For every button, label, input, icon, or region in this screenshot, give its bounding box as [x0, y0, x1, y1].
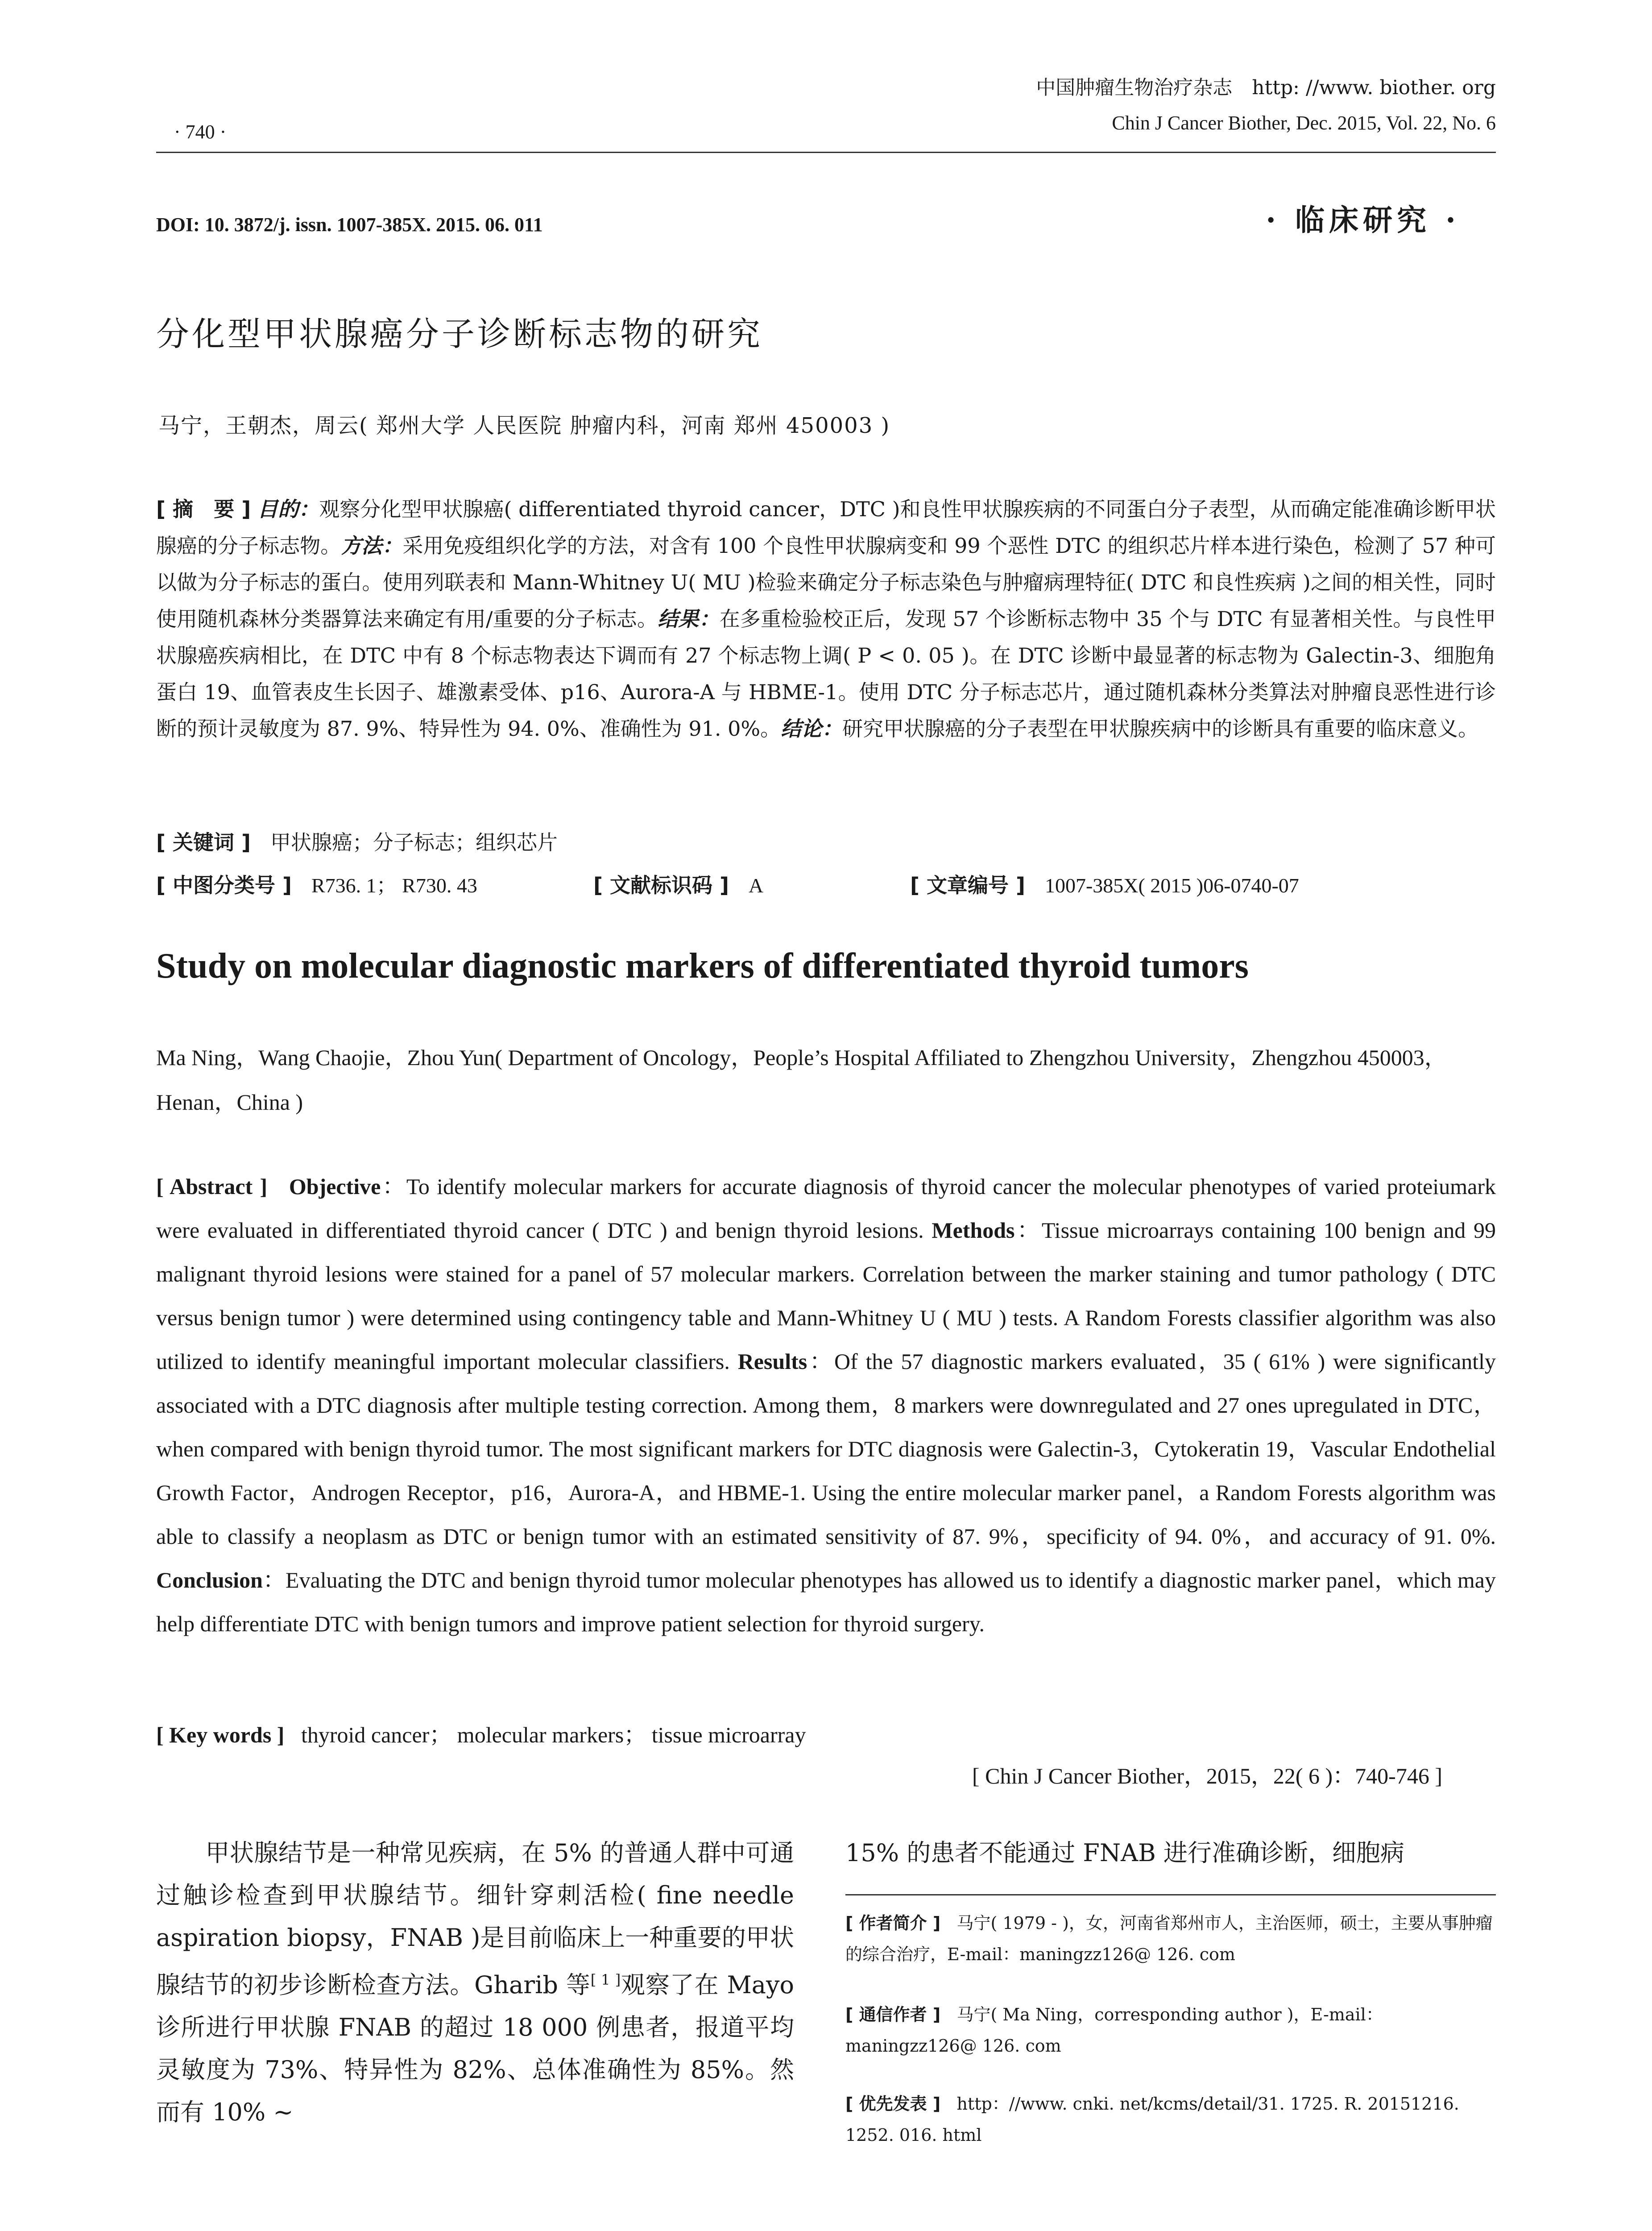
footnote-corresponding — [845, 1999, 1497, 2061]
section-label: · 临床研究 · — [1266, 203, 1460, 237]
methods-cn: 采用免疫组织化学的方法，对含有 100 个良性甲状腺病变和 99 个恶性 DTC 的组织芯片样本进行染色，检测了 57 种可以做为分子标志的蛋白。使用列联表和 Mann-Whitney U( MU )检验来确定分子标志染色与肿瘤病理特征( DTC 和良性疾病 )之间的相关性，同时使用随机森林分类器算法来确定有用/重要的分子标志。 — [156, 534, 1496, 631]
abstract-en-label: [ Abstract ] — [156, 1174, 268, 1199]
results-tag-en: Results — [737, 1349, 807, 1374]
methods-en: ：Tissue microarrays containing 100 benign and 99 malignant thyroid lesions were stained for a panel of 57 molecular markers. Correlation between the marker staining and tumor pathology ( DTC versus benign tumor ) were determined using contingency table and Mann-Whitney U ( MU ) tests. A Random Forests classifier algorithm was also utilized to identify meaningful important molecular classifiers. — [156, 1218, 1496, 1374]
title-cn: 分化型甲状腺癌分子诊断标志物的研究 — [156, 315, 763, 353]
clc-value: R736. 1； R730. 43 — [311, 874, 477, 897]
footnote-rule — [845, 1894, 1496, 1895]
methods-tag-cn: 方法： — [341, 534, 403, 558]
body-text-b: 观察了在 Mayo 诊所进行甲状腺 FNAB 的超过 18 000 例患者，报道平均灵敏度为 73%、特异性为 82%、总体准确性为 85%。然而有 10% ~ — [156, 1971, 795, 2126]
footnote-author-label: [ 作者简介 ] — [845, 1913, 941, 1933]
results-tag-cn: 结果： — [658, 607, 720, 631]
footnote-pub-link[interactable]: http：//www. cnki. net/kcms/detail/31. 1725. R. 20151216. 1252. 016. html — [845, 2094, 1459, 2145]
results-cn: 在多重检验校正后，发现 57 个诊断标志物中 35 个与 DTC 有显著相关性。与良性甲状腺癌疾病相比，在 DTC 中有 8 个标志物表达下调而有 27 个标志物上调( P < 0. 05 )。在 DTC 诊断中最显著的标志物为 Galectin-3、细胞角蛋白 19、血管表皮生长因子、雄激素受体、p16、Aurora-A 与 HBME-1。使用 DTC 分子标志芯片，通过随机森林分类算法对肿瘤良恶性进行诊断的预计灵敏度为 87. 9%、特异性为 94. 0%、准确性为 91. 0%。 — [156, 607, 1496, 741]
methods-tag-en: Methods — [932, 1218, 1015, 1243]
body-column-right: 15% 的患者不能通过 FNAB 进行准确诊断，细胞病 — [845, 1839, 1404, 1867]
keywords-cn-value: 甲状腺癌；分子标志；组织芯片 — [270, 830, 558, 854]
footnote-pub-label: [ 优先发表 ] — [845, 2094, 941, 2114]
conclusion-en: ：Evaluating the DTC and benign thyroid tumor molecular phenotypes has allowed us to identify a diagnostic marker panel，which may help differentiate DTC with benign tumors and improve patient selection for thyroid surgery. — [156, 1568, 1496, 1636]
doi: DOI: 10. 3872/j. issn. 1007-385X. 2015. 06. 011 — [156, 214, 543, 236]
footnote-author — [845, 1908, 1497, 1970]
journal-name-en: Chin J Cancer Biother, Dec. 2015, Vol. 22, No. 6 — [1112, 112, 1496, 134]
conclusion-tag-cn: 结论： — [781, 717, 843, 741]
page-number: · 740 · — [174, 121, 227, 143]
clc-label: [ 中图分类号 ] — [156, 873, 292, 897]
keywords-en-label: [ Key words ] — [156, 1722, 285, 1747]
reference-link[interactable]: [ 1 ] — [590, 1971, 621, 1988]
doc-code-label: [ 文献标识码 ] — [593, 873, 729, 897]
title-en: Study on molecular diagnostic markers of differentiated thyroid tumors — [156, 946, 1249, 986]
footnote-corr-text: 马宁( Ma Ning，corresponding author )，E-mail：maningzz126@ 126. com — [845, 2005, 1383, 2056]
authors-en: Ma Ning，Wang Chaojie，Zhou Yun( Department of Oncology，People’s Hospital Affiliated to Zhengzhou University，Zhengzhou 450003，Henan，China ) — [156, 1045, 1447, 1115]
keywords-en-value: thyroid cancer； molecular markers； tissue microarray — [301, 1722, 806, 1747]
body-column-left — [156, 1832, 794, 2133]
abstract-cn — [156, 491, 1496, 747]
results-en: ：Of the 57 diagnostic markers evaluated，35 ( 61% ) were significantly associated with a DTC diagnosis after multiple testing correction. Among them，8 markers were downregulated and 27 ones upregulated in DTC，when compared with benign thyroid tumor. The most significant markers for DTC diagnosis were Galectin-3，Cytokeratin 19，Vascular Endothelial Growth Factor，Androgen Receptor，p16，Aurora-A，and HBME-1. Using the entire molecular marker panel，a Random Forests algorithm was able to classify a neoplasm as DTC or benign tumor with an estimated sensitivity of 87. 9%，specificity of 94. 0%，and accuracy of 91. 0%. — [156, 1349, 1496, 1549]
article-number-label: [ 文章编号 ] — [910, 873, 1026, 897]
objective-cn: 观察分化型甲状腺癌( differentiated thyroid cancer，DTC )和良性甲状腺疾病的不同蛋白分子表型，从而确定能准确诊断甲状腺癌的分子标志物。 — [156, 497, 1496, 558]
objective-tag-cn: 目的： — [257, 497, 319, 521]
body-text-a: 甲状腺结节是一种常见疾病，在 5% 的普通人群中可通过触诊检查到甲状腺结节。细针穿刺活检( fine needle aspiration biopsy，FNAB )是目前临床上一种重要的甲状腺结节的初步诊断检查方法。Gharib 等 — [156, 1839, 794, 1999]
article-number-value: 1007-385X( 2015 )06-0740-07 — [1044, 874, 1299, 897]
abstract-cn-label: [ 摘 要 ] — [156, 497, 251, 521]
header-rule — [156, 152, 1496, 153]
objective-en: ：To identify molecular markers for accurate diagnosis of thyroid cancer the molecular phenotypes of varied proteiumark were evaluated in differentiated thyroid cancer ( DTC ) and benign thyroid lesions. — [156, 1174, 1496, 1243]
footnote-corr-label: [ 通信作者 ] — [845, 2005, 941, 2024]
footnote-author-text: 马宁( 1979 - )，女，河南省郑州市人，主治医师，硕士，主要从事肿瘤的综合治疗，E-mail：maningzz126@ 126. com — [845, 1913, 1493, 1964]
objective-tag-en: Objective — [289, 1174, 381, 1199]
footnote-publication — [845, 2088, 1497, 2151]
abstract-en — [156, 1165, 1496, 1646]
journal-name-cn: 中国肿瘤生物治疗杂志 http: //www. biother. org — [1036, 76, 1496, 99]
keywords-en — [156, 1717, 806, 1749]
conclusion-tag-en: Conclusion — [156, 1568, 263, 1592]
doc-code-value: A — [748, 874, 764, 897]
citation: [ Chin J Cancer Biother，2015，22( 6 )：740-746 ] — [972, 1763, 1442, 1788]
keywords-cn — [156, 826, 1496, 856]
conclusion-cn: 研究甲状腺癌的分子表型在甲状腺疾病中的诊断具有重要的临床意义。 — [842, 717, 1479, 741]
keywords-cn-label: [ 关键词 ] — [156, 830, 251, 854]
authors-cn: 马宁，王朝杰，周云( 郑州大学 人民医院 肿瘤内科，河南 郑州 450003 ) — [158, 413, 890, 438]
